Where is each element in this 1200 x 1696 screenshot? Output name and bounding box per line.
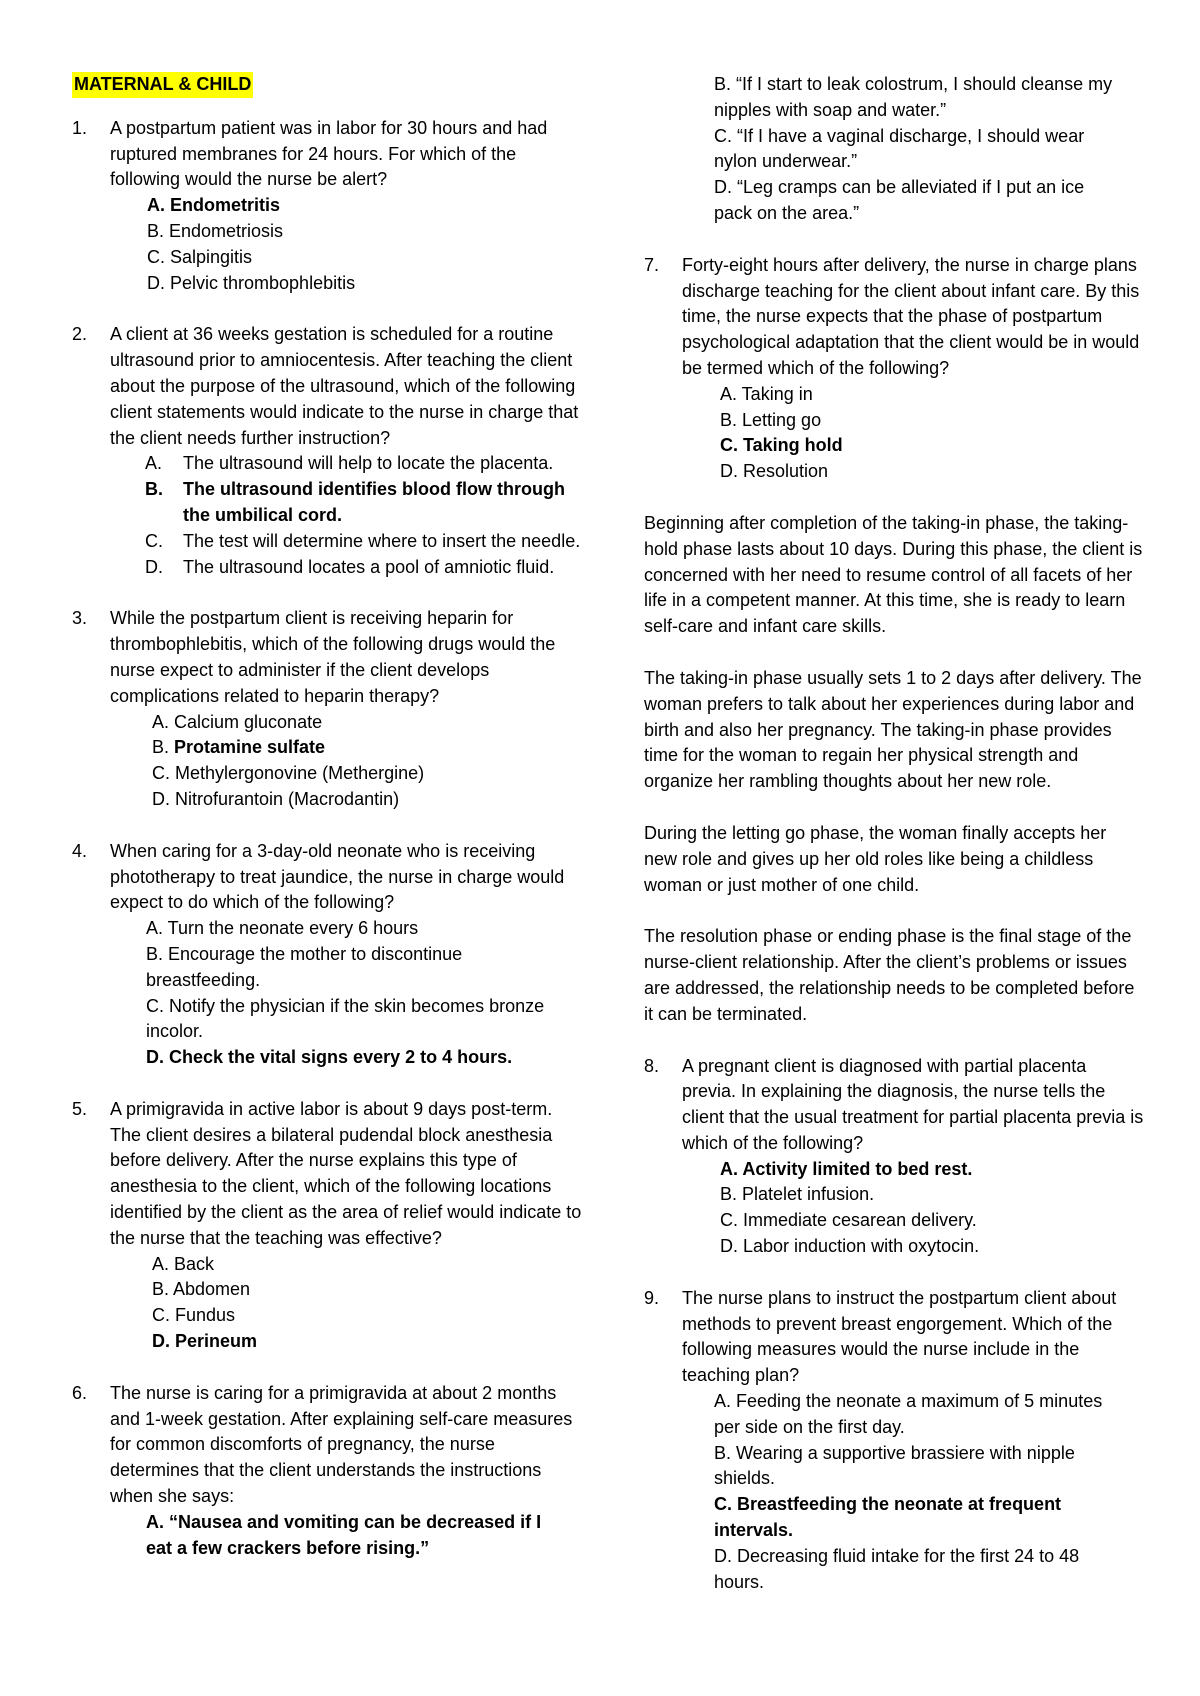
answer-option-b: B. Abdomen [152,1279,251,1300]
answer-option-d: D. Pelvic thrombophlebitis [147,272,356,293]
answer-option-d [145,555,582,581]
answer-option-d: D. Perineum [152,1331,258,1352]
question-text: While the postpartum client is receiving heparin for thrombophlebitis, which of the following drugs would the nurse expect to administer if the client develops complications related to heparin therapy? [110,608,556,706]
option-text: The test will determine where to insert the needle. [183,530,581,551]
answer-option-b: B. Letting go [720,409,822,430]
answer-option-a: A. Calcium gluconate [152,711,323,732]
document-title: MATERNAL & CHILD [72,72,253,98]
question-5 [72,1097,582,1355]
option-letter: A. [145,453,163,474]
answer-option-c [145,529,582,555]
question-text: A client at 36 weeks gestation is scheduled for a routine ultrasound prior to amniocentesis. After teaching the client about the purpose of the ultrasound, which of the following client statements would indicate to the nurse in charge that the client needs further instruction? [110,324,579,448]
answer-option-c: C. Taking hold [720,435,843,456]
explanation-paragraph: Beginning after completion of the taking-in phase, the taking-hold phase lasts about 10 days. During this phase, the client is concerned with her need to resume control of all facets of her life in a competent manner. At this time, she is ready to learn self-care and infant care skills. [644,512,1143,637]
answer-option-b: B. Wearing a supportive brassiere with nipple shields. [714,1442,1075,1489]
answer-option-d: D. Labor induction with oxytocin. [720,1236,980,1257]
answer-option-c: C. Immediate cesarean delivery. [720,1210,977,1231]
question-text: When caring for a 3-day-old neonate who is receiving phototherapy to treat jaundice, the nurse in charge would expect to do which of the following? [110,840,565,913]
answer-option-b: B. Platelet infusion. [720,1184,875,1205]
explanation-paragraph: The resolution phase or ending phase is the final stage of the nurse-client relationship. After the client’s problems or issues are addressed, the relationship needs to be completed before it can be terminated. [644,926,1135,1024]
explanation-paragraph: During the letting go phase, the woman finally accepts her new role and gives up her old roles like being a childless woman or just mother of one child. [644,822,1107,895]
option-text: The ultrasound identifies blood flow through the umbilical cord. [183,479,565,525]
option-text: Protamine sulfate [174,737,326,758]
answer-option-a: A. Taking in [720,383,813,404]
question-number: 6. [72,1382,88,1403]
answer-option-d: D. “Leg cramps can be alleviated if I put an ice pack on the area.” [714,177,1085,223]
answer-option-d: D. Check the vital signs every 2 to 4 hours. [146,1047,513,1068]
question-text: The nurse is caring for a primigravida at about 2 months and 1-week gestation. After explaining self-care measures for common discomforts of pregnancy, the nurse determines that the client understands the instructions when she says: [110,1382,573,1507]
answer-option-b: B. Encourage the mother to discontinue breastfeeding. [146,943,463,990]
answer-option-a: A. Turn the neonate every 6 hours [146,918,419,939]
answer-option-b [145,477,582,529]
option-text: The ultrasound will help to locate the placenta. [183,453,554,474]
question-text: A primigravida in active labor is about 9 days post-term. The client desires a bilateral pudendal block anesthesia before delivery. After the nurse explains this type of anesthesia to the client, which of the following locations identified by the client as the area of relief would indicate to the nurse that the teaching was effective? [110,1098,582,1248]
answer-option-a: A. Activity limited to bed rest. [720,1158,973,1179]
option-letter: B. [152,737,175,758]
question-2 [72,322,582,580]
question-3 [72,606,582,812]
answer-option-d: D. Nitrofurantoin (Macrodantin) [152,788,400,809]
answer-option-c: C. Breastfeeding the neonate at frequent intervals. [714,1494,1062,1541]
answer-option-a: A. Feeding the neonate a maximum of 5 minutes per side on the first day. [714,1391,1103,1437]
option-letter: D. [145,556,163,577]
question-9 [644,1286,1144,1596]
answer-option-d: D. Decreasing fluid intake for the first 24 to 48 hours. [714,1545,1080,1592]
answer-option-b: B. Endometriosis [147,220,284,241]
question-1 [72,116,582,297]
question-6 [72,1381,582,1562]
question-number: 8. [644,1055,660,1076]
question-number: 2. [72,324,88,345]
question-text: A postpartum patient was in labor for 30 hours and had ruptured membranes for 24 hours. For which of the following would the nurse be alert? [110,117,548,190]
answer-option-b [152,735,582,761]
answer-option-c: C. Methylergonovine (Methergine) [152,763,425,784]
question-number: 4. [72,840,88,861]
answer-option-c: C. Notify the physician if the skin becomes bronze incolor. [146,995,545,1042]
answer-option-c: C. Salpingitis [147,246,253,267]
question-8 [644,1054,1144,1260]
left-column [72,72,582,1561]
question-text: Forty-eight hours after delivery, the nurse in charge plans discharge teaching for the client about infant care. By this time, the nurse expects that the phase of postpartum psychological adaptation that the client would be in would be termed which of the following? [682,254,1140,378]
option-letter: B. [145,479,163,500]
answer-option-a: A. Back [152,1253,215,1274]
option-text: The ultrasound locates a pool of amniotic fluid. [183,556,555,577]
question-number: 5. [72,1098,88,1119]
answer-option-b: B. “If I start to leak colostrum, I should cleanse my nipples with soap and water.” [714,74,1113,120]
question-number: 3. [72,608,88,629]
answer-option-c: C. “If I have a vaginal discharge, I should wear nylon underwear.” [714,125,1085,172]
question-7 [644,253,1144,485]
right-column [644,72,1144,1595]
question-6-continued [714,72,1114,227]
question-text: The nurse plans to instruct the postpartum client about methods to prevent breast engorgement. Which of the following measures would the nurse include in the teaching plan? [682,1287,1117,1386]
answer-option-d: D. Resolution [720,461,829,482]
explanation-paragraph: The taking-in phase usually sets 1 to 2 days after delivery. The woman prefers to talk about her experiences during labor and birth and also her pregnancy. The taking-in phase provides time for the woman to regain her physical strength and organize her rambling thoughts about her new role. [644,667,1142,792]
answer-option-a [145,451,582,477]
question-number: 9. [644,1287,660,1308]
answer-option-c: C. Fundus [152,1305,236,1326]
question-number: 7. [644,254,660,275]
answer-option-a: A. Endometritis [147,195,281,216]
option-letter: C. [145,530,163,551]
answer-option-a: A. “Nausea and vomiting can be decreased if I eat a few crackers before rising.” [146,1511,542,1558]
question-4 [72,839,582,1071]
question-number: 1. [72,117,88,138]
question-text: A pregnant client is diagnosed with partial placenta previa. In explaining the diagnosis, the nurse tells the client that the usual treatment for partial placenta previa is which of the following? [682,1055,1144,1153]
